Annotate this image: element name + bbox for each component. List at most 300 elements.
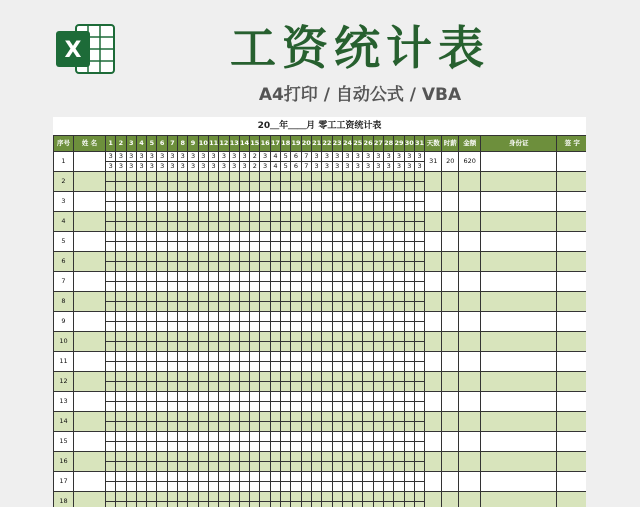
day-cell[interactable] — [147, 402, 157, 412]
day-cell[interactable] — [353, 242, 363, 252]
day-cell[interactable] — [136, 502, 146, 507]
day-cell[interactable] — [178, 452, 188, 462]
day-cell[interactable] — [332, 432, 342, 442]
day-cell[interactable] — [281, 312, 291, 322]
day-cell[interactable] — [311, 392, 321, 402]
total-days-cell[interactable] — [425, 352, 442, 372]
day-cell[interactable] — [136, 402, 146, 412]
day-cell[interactable] — [353, 352, 363, 362]
day-cell[interactable] — [167, 272, 177, 282]
name-cell[interactable] — [74, 432, 106, 452]
day-cell[interactable] — [363, 352, 373, 362]
day-cell[interactable] — [188, 182, 198, 192]
day-cell[interactable] — [250, 392, 260, 402]
day-cell[interactable] — [342, 262, 352, 272]
day-cell[interactable] — [291, 202, 301, 212]
day-cell[interactable] — [208, 312, 218, 322]
day-cell[interactable]: 3 — [167, 152, 177, 162]
day-cell[interactable] — [373, 342, 383, 352]
day-cell[interactable] — [116, 202, 126, 212]
daily-wage-cell[interactable] — [442, 432, 459, 452]
day-cell[interactable] — [239, 402, 249, 412]
day-cell[interactable] — [394, 262, 404, 272]
id-card-cell[interactable] — [481, 312, 557, 332]
day-cell[interactable] — [342, 462, 352, 472]
day-cell[interactable] — [270, 412, 280, 422]
day-cell[interactable] — [301, 382, 311, 392]
day-cell[interactable] — [178, 352, 188, 362]
amount-cell[interactable] — [459, 452, 481, 472]
day-cell[interactable] — [332, 492, 342, 502]
daily-wage-cell[interactable] — [442, 412, 459, 432]
day-cell[interactable] — [126, 312, 136, 322]
day-cell[interactable] — [260, 252, 270, 262]
day-cell[interactable] — [260, 352, 270, 362]
day-cell[interactable] — [332, 452, 342, 462]
day-cell[interactable] — [270, 182, 280, 192]
day-cell[interactable] — [136, 202, 146, 212]
day-cell[interactable] — [311, 312, 321, 322]
day-cell[interactable] — [342, 332, 352, 342]
day-cell[interactable] — [291, 372, 301, 382]
day-cell[interactable] — [250, 182, 260, 192]
day-cell[interactable]: 3 — [116, 152, 126, 162]
day-cell[interactable] — [260, 292, 270, 302]
day-cell[interactable] — [208, 212, 218, 222]
day-cell[interactable] — [414, 242, 424, 252]
name-cell[interactable] — [74, 192, 106, 212]
day-cell[interactable]: 4 — [270, 152, 280, 162]
day-cell[interactable] — [178, 262, 188, 272]
day-cell[interactable] — [229, 502, 239, 507]
day-cell[interactable] — [301, 332, 311, 342]
day-cell[interactable] — [270, 502, 280, 507]
day-cell[interactable] — [167, 342, 177, 352]
day-cell[interactable] — [188, 222, 198, 232]
day-cell[interactable]: 3 — [311, 152, 321, 162]
day-cell[interactable] — [250, 222, 260, 232]
amount-cell[interactable] — [459, 232, 481, 252]
day-cell[interactable] — [414, 352, 424, 362]
day-cell[interactable] — [239, 182, 249, 192]
day-cell[interactable] — [147, 182, 157, 192]
daily-wage-cell[interactable] — [442, 492, 459, 507]
day-cell[interactable] — [157, 172, 167, 182]
day-cell[interactable] — [229, 442, 239, 452]
day-cell[interactable] — [353, 282, 363, 292]
day-cell[interactable] — [229, 362, 239, 372]
day-cell[interactable] — [260, 502, 270, 507]
day-cell[interactable] — [126, 372, 136, 382]
day-cell[interactable]: 3 — [404, 152, 414, 162]
day-cell[interactable] — [404, 462, 414, 472]
day-cell[interactable] — [250, 352, 260, 362]
day-cell[interactable] — [157, 492, 167, 502]
day-cell[interactable] — [394, 442, 404, 452]
day-cell[interactable] — [332, 222, 342, 232]
day-cell[interactable] — [208, 252, 218, 262]
day-cell[interactable] — [136, 332, 146, 342]
id-card-cell[interactable] — [481, 452, 557, 472]
day-cell[interactable] — [167, 502, 177, 507]
day-cell[interactable] — [208, 492, 218, 502]
day-cell[interactable] — [260, 182, 270, 192]
day-cell[interactable] — [198, 362, 208, 372]
day-cell[interactable] — [332, 212, 342, 222]
amount-cell[interactable] — [459, 372, 481, 392]
day-cell[interactable]: 3 — [106, 162, 116, 172]
day-cell[interactable]: 3 — [342, 162, 352, 172]
day-cell[interactable] — [188, 172, 198, 182]
amount-cell[interactable] — [459, 352, 481, 372]
day-cell[interactable] — [363, 452, 373, 462]
day-cell[interactable] — [250, 202, 260, 212]
day-cell[interactable] — [414, 282, 424, 292]
day-cell[interactable] — [342, 222, 352, 232]
day-cell[interactable] — [126, 352, 136, 362]
daily-wage-cell[interactable] — [442, 372, 459, 392]
day-cell[interactable] — [363, 272, 373, 282]
day-cell[interactable] — [353, 342, 363, 352]
day-cell[interactable] — [136, 462, 146, 472]
day-cell[interactable] — [322, 262, 332, 272]
day-cell[interactable] — [157, 312, 167, 322]
day-cell[interactable] — [342, 372, 352, 382]
day-cell[interactable] — [116, 252, 126, 262]
day-cell[interactable] — [157, 412, 167, 422]
day-cell[interactable] — [178, 302, 188, 312]
day-cell[interactable] — [198, 482, 208, 492]
day-cell[interactable] — [311, 242, 321, 252]
amount-cell[interactable] — [459, 492, 481, 507]
day-cell[interactable] — [394, 372, 404, 382]
day-cell[interactable]: 3 — [322, 152, 332, 162]
day-cell[interactable] — [239, 422, 249, 432]
day-cell[interactable] — [250, 232, 260, 242]
day-cell[interactable] — [353, 412, 363, 422]
day-cell[interactable] — [301, 252, 311, 262]
signature-cell[interactable] — [557, 392, 586, 412]
day-cell[interactable] — [404, 302, 414, 312]
day-cell[interactable] — [394, 232, 404, 242]
day-cell[interactable] — [394, 182, 404, 192]
day-cell[interactable] — [332, 442, 342, 452]
day-cell[interactable] — [219, 402, 229, 412]
day-cell[interactable] — [136, 252, 146, 262]
day-cell[interactable] — [281, 452, 291, 462]
day-cell[interactable] — [147, 292, 157, 302]
day-cell[interactable] — [322, 482, 332, 492]
day-cell[interactable] — [229, 422, 239, 432]
day-cell[interactable] — [384, 332, 394, 342]
day-cell[interactable] — [157, 472, 167, 482]
day-cell[interactable] — [260, 302, 270, 312]
signature-cell[interactable] — [557, 292, 586, 312]
day-cell[interactable] — [270, 372, 280, 382]
day-cell[interactable] — [116, 342, 126, 352]
day-cell[interactable] — [106, 452, 116, 462]
day-cell[interactable] — [281, 492, 291, 502]
day-cell[interactable] — [404, 272, 414, 282]
day-cell[interactable] — [301, 312, 311, 322]
day-cell[interactable] — [384, 392, 394, 402]
day-cell[interactable] — [147, 202, 157, 212]
daily-wage-cell[interactable] — [442, 292, 459, 312]
day-cell[interactable] — [136, 352, 146, 362]
day-cell[interactable] — [178, 342, 188, 352]
day-cell[interactable]: 3 — [394, 162, 404, 172]
id-card-cell[interactable] — [481, 192, 557, 212]
day-cell[interactable] — [250, 252, 260, 262]
day-cell[interactable] — [157, 262, 167, 272]
day-cell[interactable]: 3 — [198, 162, 208, 172]
day-cell[interactable] — [301, 372, 311, 382]
day-cell[interactable] — [229, 332, 239, 342]
day-cell[interactable] — [414, 462, 424, 472]
day-cell[interactable] — [414, 382, 424, 392]
day-cell[interactable] — [106, 362, 116, 372]
day-cell[interactable] — [342, 292, 352, 302]
day-cell[interactable]: 3 — [116, 162, 126, 172]
day-cell[interactable] — [116, 232, 126, 242]
day-cell[interactable] — [219, 502, 229, 507]
day-cell[interactable] — [281, 252, 291, 262]
day-cell[interactable] — [373, 312, 383, 322]
day-cell[interactable] — [250, 502, 260, 507]
day-cell[interactable] — [178, 272, 188, 282]
day-cell[interactable] — [363, 322, 373, 332]
day-cell[interactable] — [188, 262, 198, 272]
day-cell[interactable] — [167, 382, 177, 392]
day-cell[interactable] — [126, 402, 136, 412]
day-cell[interactable] — [281, 272, 291, 282]
day-cell[interactable] — [116, 172, 126, 182]
day-cell[interactable] — [167, 262, 177, 272]
amount-cell[interactable] — [459, 192, 481, 212]
day-cell[interactable] — [270, 262, 280, 272]
day-cell[interactable]: 3 — [414, 162, 424, 172]
day-cell[interactable] — [270, 462, 280, 472]
daily-wage-cell[interactable] — [442, 332, 459, 352]
day-cell[interactable] — [188, 202, 198, 212]
day-cell[interactable] — [353, 322, 363, 332]
day-cell[interactable] — [342, 422, 352, 432]
day-cell[interactable] — [198, 432, 208, 442]
day-cell[interactable] — [322, 502, 332, 507]
day-cell[interactable] — [136, 442, 146, 452]
day-cell[interactable] — [116, 392, 126, 402]
day-cell[interactable] — [414, 342, 424, 352]
signature-cell[interactable] — [557, 252, 586, 272]
day-cell[interactable] — [167, 332, 177, 342]
day-cell[interactable] — [394, 282, 404, 292]
day-cell[interactable] — [363, 252, 373, 262]
day-cell[interactable] — [322, 342, 332, 352]
day-cell[interactable] — [260, 442, 270, 452]
day-cell[interactable] — [178, 282, 188, 292]
day-cell[interactable] — [373, 272, 383, 282]
id-card-cell[interactable] — [481, 232, 557, 252]
day-cell[interactable]: 3 — [239, 152, 249, 162]
day-cell[interactable] — [373, 322, 383, 332]
total-days-cell[interactable] — [425, 392, 442, 412]
total-days-cell[interactable] — [425, 192, 442, 212]
day-cell[interactable] — [291, 222, 301, 232]
day-cell[interactable] — [136, 382, 146, 392]
day-cell[interactable] — [167, 282, 177, 292]
day-cell[interactable] — [219, 332, 229, 342]
day-cell[interactable] — [178, 322, 188, 332]
day-cell[interactable] — [167, 482, 177, 492]
day-cell[interactable] — [394, 172, 404, 182]
day-cell[interactable] — [414, 182, 424, 192]
daily-wage-cell[interactable] — [442, 272, 459, 292]
day-cell[interactable] — [208, 432, 218, 442]
day-cell[interactable] — [394, 352, 404, 362]
day-cell[interactable] — [157, 182, 167, 192]
day-cell[interactable] — [322, 452, 332, 462]
day-cell[interactable] — [270, 402, 280, 412]
day-cell[interactable]: 3 — [178, 162, 188, 172]
day-cell[interactable] — [188, 472, 198, 482]
day-cell[interactable] — [208, 282, 218, 292]
day-cell[interactable] — [106, 232, 116, 242]
day-cell[interactable] — [260, 262, 270, 272]
day-cell[interactable] — [229, 382, 239, 392]
day-cell[interactable] — [106, 192, 116, 202]
day-cell[interactable] — [281, 382, 291, 392]
day-cell[interactable] — [291, 422, 301, 432]
day-cell[interactable] — [291, 322, 301, 332]
day-cell[interactable] — [394, 472, 404, 482]
day-cell[interactable] — [270, 432, 280, 442]
day-cell[interactable] — [270, 282, 280, 292]
day-cell[interactable] — [147, 242, 157, 252]
day-cell[interactable] — [198, 182, 208, 192]
day-cell[interactable] — [239, 202, 249, 212]
day-cell[interactable] — [270, 352, 280, 362]
day-cell[interactable] — [363, 492, 373, 502]
day-cell[interactable] — [167, 362, 177, 372]
total-days-cell[interactable] — [425, 252, 442, 272]
day-cell[interactable] — [116, 352, 126, 362]
day-cell[interactable] — [250, 452, 260, 462]
day-cell[interactable] — [106, 252, 116, 262]
day-cell[interactable] — [198, 342, 208, 352]
day-cell[interactable] — [363, 212, 373, 222]
day-cell[interactable] — [384, 432, 394, 442]
day-cell[interactable] — [106, 292, 116, 302]
day-cell[interactable] — [208, 412, 218, 422]
day-cell[interactable] — [353, 492, 363, 502]
day-cell[interactable] — [239, 262, 249, 272]
day-cell[interactable] — [136, 482, 146, 492]
day-cell[interactable] — [188, 362, 198, 372]
day-cell[interactable] — [414, 402, 424, 412]
day-cell[interactable] — [311, 482, 321, 492]
day-cell[interactable] — [414, 202, 424, 212]
day-cell[interactable] — [322, 442, 332, 452]
day-cell[interactable] — [147, 422, 157, 432]
day-cell[interactable] — [373, 332, 383, 342]
day-cell[interactable] — [208, 392, 218, 402]
day-cell[interactable] — [373, 472, 383, 482]
day-cell[interactable]: 3 — [126, 162, 136, 172]
day-cell[interactable]: 3 — [208, 162, 218, 172]
day-cell[interactable] — [229, 452, 239, 462]
day-cell[interactable] — [301, 412, 311, 422]
day-cell[interactable]: 3 — [147, 162, 157, 172]
day-cell[interactable] — [414, 322, 424, 332]
day-cell[interactable]: 3 — [126, 152, 136, 162]
day-cell[interactable] — [373, 442, 383, 452]
day-cell[interactable] — [250, 442, 260, 452]
day-cell[interactable] — [208, 292, 218, 302]
day-cell[interactable] — [229, 302, 239, 312]
day-cell[interactable] — [188, 482, 198, 492]
day-cell[interactable] — [136, 172, 146, 182]
day-cell[interactable]: 3 — [363, 162, 373, 172]
total-days-cell[interactable] — [425, 292, 442, 312]
day-cell[interactable] — [219, 292, 229, 302]
day-cell[interactable] — [373, 222, 383, 232]
day-cell[interactable] — [384, 352, 394, 362]
day-cell[interactable] — [353, 422, 363, 432]
day-cell[interactable] — [178, 502, 188, 507]
day-cell[interactable] — [167, 372, 177, 382]
day-cell[interactable] — [384, 462, 394, 472]
day-cell[interactable] — [384, 272, 394, 282]
day-cell[interactable] — [116, 192, 126, 202]
day-cell[interactable] — [281, 302, 291, 312]
day-cell[interactable]: 3 — [219, 152, 229, 162]
day-cell[interactable]: 2 — [250, 162, 260, 172]
day-cell[interactable] — [363, 382, 373, 392]
day-cell[interactable] — [198, 282, 208, 292]
total-days-cell[interactable] — [425, 372, 442, 392]
day-cell[interactable] — [404, 282, 414, 292]
day-cell[interactable] — [167, 432, 177, 442]
day-cell[interactable] — [322, 322, 332, 332]
day-cell[interactable] — [136, 192, 146, 202]
day-cell[interactable]: 4 — [270, 162, 280, 172]
day-cell[interactable] — [363, 192, 373, 202]
day-cell[interactable] — [250, 242, 260, 252]
day-cell[interactable] — [198, 322, 208, 332]
day-cell[interactable] — [353, 172, 363, 182]
day-cell[interactable] — [167, 322, 177, 332]
day-cell[interactable] — [239, 232, 249, 242]
day-cell[interactable] — [116, 472, 126, 482]
day-cell[interactable] — [363, 302, 373, 312]
day-cell[interactable] — [281, 292, 291, 302]
day-cell[interactable] — [260, 192, 270, 202]
signature-cell[interactable] — [557, 152, 586, 172]
day-cell[interactable] — [219, 252, 229, 262]
day-cell[interactable] — [239, 342, 249, 352]
day-cell[interactable] — [167, 452, 177, 462]
day-cell[interactable] — [342, 442, 352, 452]
day-cell[interactable] — [126, 282, 136, 292]
day-cell[interactable] — [353, 182, 363, 192]
day-cell[interactable] — [291, 452, 301, 462]
day-cell[interactable] — [311, 332, 321, 342]
day-cell[interactable] — [208, 332, 218, 342]
day-cell[interactable] — [394, 502, 404, 507]
day-cell[interactable] — [106, 442, 116, 452]
day-cell[interactable] — [342, 282, 352, 292]
amount-cell[interactable] — [459, 472, 481, 492]
